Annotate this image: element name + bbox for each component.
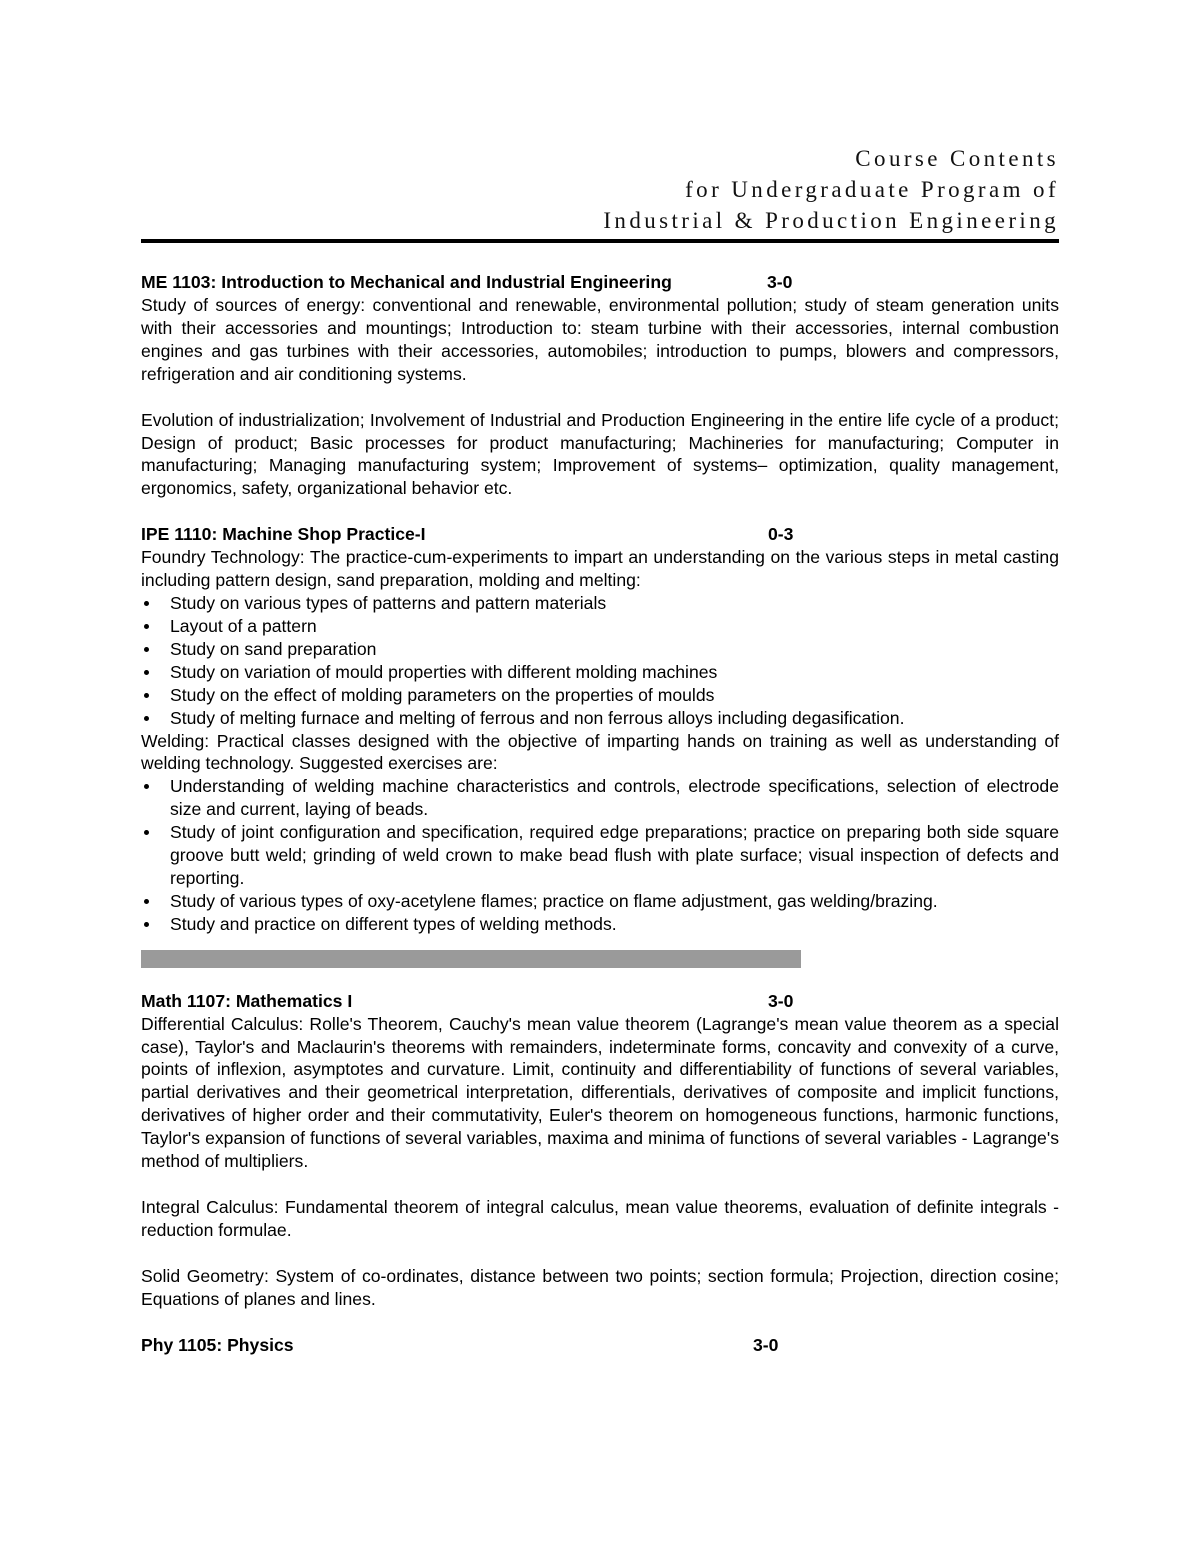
list-item: Study on variation of mould properties with different molding machines: [141, 661, 1059, 684]
course-title: ME 1103: Introduction to Mechanical and Industrial Engineering: [141, 272, 672, 292]
document-header: [603, 143, 1059, 236]
foundry-intro: Foundry Technology: The practice-cum-experiments to impart an understanding on the various steps in metal casting including pattern design, sand preparation, molding and melting:: [141, 547, 1059, 591]
course-paragraph: Solid Geometry: System of co-ordinates, distance between two points; section formula; Projection, direction cosine; Equations of planes and lines.: [141, 1265, 1059, 1309]
course-title: IPE 1110: Machine Shop Practice-I: [141, 524, 426, 545]
course-heading: [141, 990, 1059, 1013]
course-credit: 3-0: [768, 990, 794, 1011]
course-section: [141, 990, 1059, 1311]
course-section: [141, 271, 1059, 500]
course-section: [141, 523, 1059, 935]
welding-intro: Welding: Practical classes designed with the objective of imparting hands on training as well as understanding of welding technology. Suggested exercises are:: [141, 730, 1059, 774]
header-rule: [141, 239, 1059, 243]
list-item: Study on sand preparation: [141, 638, 1059, 661]
list-item: Understanding of welding machine characteristics and controls, electrode specifications, selection of electrode size and current, laying of beads.: [141, 775, 1059, 821]
header-title: Course Contents: [855, 146, 1059, 171]
course-credit: 3-0: [753, 1334, 779, 1355]
course-paragraph: Evolution of industrialization; Involvement of Industrial and Production Engineering in the entire life cycle of a product; Design of product; Basic processes for product manufacturing; Machineries for manufacturing; Computer in manufacturing; Managing manufacturing system; Improvement of systems– optimization, quality management, ergonomics, safety, organizational behavior etc.: [141, 409, 1059, 499]
list-item: Layout of a pattern: [141, 615, 1059, 638]
section-divider-bar: [141, 950, 801, 968]
course-paragraph: Differential Calculus: Rolle's Theorem, Cauchy's mean value theorem (Lagrange's mean value theorem as a special case), Taylor's and Maclaurin's theorems with remainders, indeterminate forms, concavity and convexity of a curve, points of inflexion, asymptotes and curvature. Limit, continuity and differentiability of functions of several variables, partial derivatives and their geometrical interpretation, differentials, derivatives of composite and implicit functions, derivatives of higher order and their commutativity, Euler's theorem on homogeneous functions, harmonic functions, Taylor's expansion of functions of several variables, maxima and minima of functions of several variables - Lagrange's method of multipliers.: [141, 1013, 1059, 1172]
welding-list: [141, 775, 1059, 935]
header-subtitle: for Undergraduate Program of: [685, 177, 1059, 202]
course-contents: [141, 271, 1059, 1357]
course-heading: [141, 1334, 1059, 1357]
list-item: Study and practice on different types of welding methods.: [141, 913, 1059, 936]
course-paragraph: Study of sources of energy: conventional and renewable, environmental pollution; study of steam generation units with their accessories and mountings; Introduction to: steam turbine with their accessories, internal combustion engines and gas turbines with their accessories, automobiles; introduction to pumps, blowers and compressors, refrigeration and air conditioning systems.: [141, 295, 1059, 384]
course-heading: [141, 523, 1059, 546]
list-item: Study of various types of oxy-acetylene flames; practice on flame adjustment, gas welding/brazing.: [141, 890, 1059, 913]
course-title: Math 1107: Mathematics I: [141, 990, 353, 1011]
course-heading: [141, 271, 1059, 294]
course-credit: 3-0: [767, 272, 793, 292]
list-item: Study of melting furnace and melting of ferrous and non ferrous alloys including degasification.: [141, 707, 1059, 730]
course-title: Phy 1105: Physics: [141, 1334, 294, 1355]
list-item: Study of joint configuration and specification, required edge preparations; practice on preparing both side square groove butt weld; grinding of weld crown to make bead flush with plate surface; visual inspection of defects and reporting.: [141, 821, 1059, 890]
header-program: Industrial & Production Engineering: [603, 208, 1059, 233]
course-section: [141, 1334, 1059, 1357]
course-credit: 0-3: [768, 524, 794, 545]
list-item: Study on the effect of molding parameters on the properties of moulds: [141, 684, 1059, 707]
foundry-list: [141, 592, 1059, 729]
list-item: Study on various types of patterns and pattern materials: [141, 592, 1059, 615]
course-paragraph: Integral Calculus: Fundamental theorem of integral calculus, mean value theorems, evaluation of definite integrals - reduction formulae.: [141, 1197, 1059, 1240]
